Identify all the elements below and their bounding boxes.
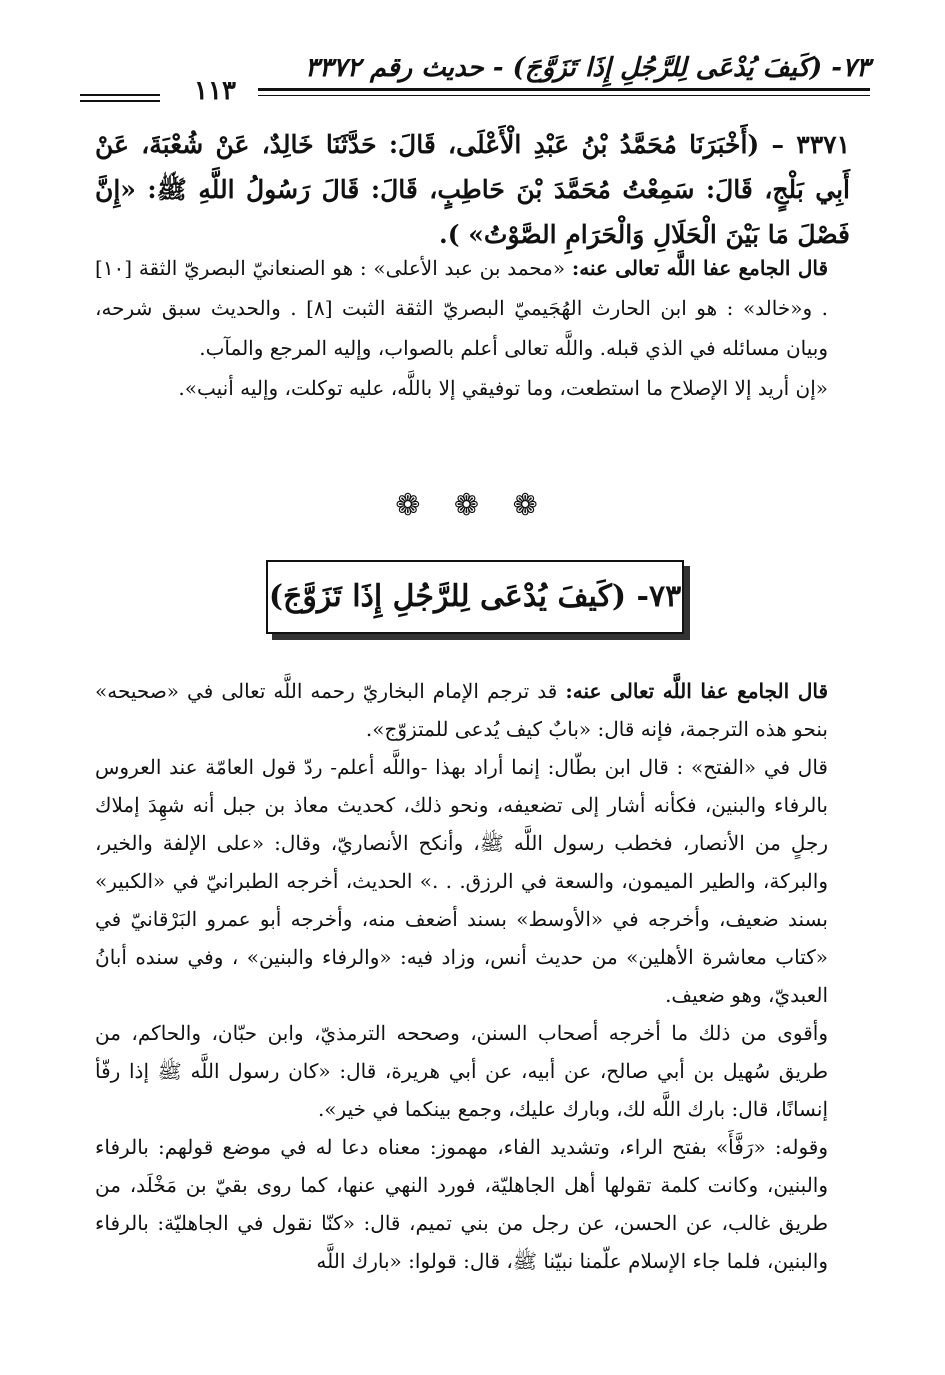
body-paragraph-3: وأقوى من ذلك ما أخرجه أصحاب السنن، وصححه الترمذيّ، وابن حبّان، والحاكم، من طريق سُهيل بن أبي صالح، عن أبيه، عن أبي هريرة، قال: «كان رسول اللَّه ﷺ إذا رفّأ إنسانًا، قال: بارك اللَّه لك، وبارك عليك، وجمع بينكما في خير». [95, 1021, 828, 1121]
body-paragraph-1-text: قد ترجم الإمام البخاريّ رحمه اللَّه تعالى في «صحيحه» بنحو هذه الترجمة، فإنه قال: «بابٌ كيف يُدعى للمتزوّج». [95, 679, 828, 741]
commentary-lead: قال الجامع عفا اللَّه تعالى عنه: [571, 256, 829, 280]
page-number-rule-bottom [80, 100, 160, 102]
closing-quote: «إن أريد إلا الإصلاح ما استطعت، وما توفيقي إلا باللَّه، عليه توكلت، وإليه أنيب». [178, 376, 828, 400]
header-rule-thick [258, 88, 870, 91]
running-header [80, 50, 870, 110]
hadith-text [95, 122, 850, 257]
chapter-body [95, 672, 850, 1280]
section-separator: ❁ ❁ ❁ [395, 488, 550, 523]
commentary [95, 248, 850, 408]
body-paragraph-4: وقوله: «رَفَّأَ» بفتح الراء، وتشديد الفاء، مهموز: معناه دعا له في موضع قولهم: بالرفاء والبنين، وكانت كلمة تقولها أهل الجاهليّة، فورد النهي عنها، كما روى بقيّ بن مَخْلَد، من طريق غالب، عن الحسن، عن رجل من بني تميم، قال: «كنّا نقول في الجاهليّة: بالرفاء والبنين، فلما جاء الإسلام علّمنا نبيّنا ﷺ، قال: قولوا: «بارك اللَّه [95, 1135, 828, 1273]
body-paragraph-1 [95, 672, 850, 748]
commentary-text: «محمد بن عبد الأعلى» : هو الصنعانيّ البصريّ الثقة [١٠] . و«خالد» : هو ابن الحارث الهُجَيميّ البصريّ الثقة الثبت [٨] . والحديث سبق شرحه، وبيان مسائله في الذي قبله. واللَّه تعالى أعلم بالصواب، وإليه المرجع والمآب. [95, 256, 828, 360]
chapter-heading-box [266, 560, 684, 634]
header-rule-thin [258, 95, 870, 96]
page-number-rule-top [80, 94, 160, 96]
page-number: ١١٣ [194, 76, 236, 106]
hadith-paragraph: ٣٣٧١ – (أَخْبَرَنَا مُحَمَّدُ بْنُ عَبْدِ الْأَعْلَى، قَالَ: حَدَّثَنَا خَالِدٌ، عَنْ شُعْبَةَ، عَنْ أَبِي بَلْجٍ، قَالَ: سَمِعْتُ مُحَمَّدَ بْنَ حَاطِبٍ، قَالَ: قَالَ رَسُولُ اللَّهِ ﷺ: «إِنَّ فَصْلَ مَا بَيْنَ الْحَلَالِ وَالْحَرَامِ الصَّوْتُ» ). [95, 130, 850, 249]
running-header-title: ٧٣- (كَيفَ يُدْعَى لِلرَّجُلِ إِذَا تَزَوَّجَ) - حديث رقم ٣٣٧٢ [304, 53, 870, 83]
body-paragraph-2: قال في «الفتح» : قال ابن بطّال: إنما أراد بهذا -واللَّه أعلم- ردّ قول العامّة عند العروس بالرفاء والبنين، فكأنه أشار إلى تضعيفه، ونحو ذلك، كحديث معاذ بن جبل أنه شهِدَ إملاك رجلٍ من الأنصار، فخطب رسول اللَّه ﷺ، وأنكح الأنصاريّ، وقال: «على الإلفة والخير، والبركة، والطير الميمون، والسعة في الرزق. . .» الحديث، أخرجه الطبرانيّ في «الكبير» بسند ضعيف، وأخرجه في «الأوسط» بسند أضعف منه، وأخرجه أبو عمرو البَرْقانيّ في «كتاب معاشرة الأهلين» من حديث أنس، وزاد فيه: «والرفاء والبنين» ، وفي سنده أبانُ العبديّ، وهو ضعيف. [95, 755, 828, 1007]
commentary-paragraph [95, 248, 850, 368]
chapter-heading: ٧٣- (كَيفَ يُدْعَى لِلرَّجُلِ إِذَا تَزَوَّجَ) [268, 579, 682, 614]
body-lead: قال الجامع عفا اللَّه تعالى عنه: [565, 679, 829, 703]
